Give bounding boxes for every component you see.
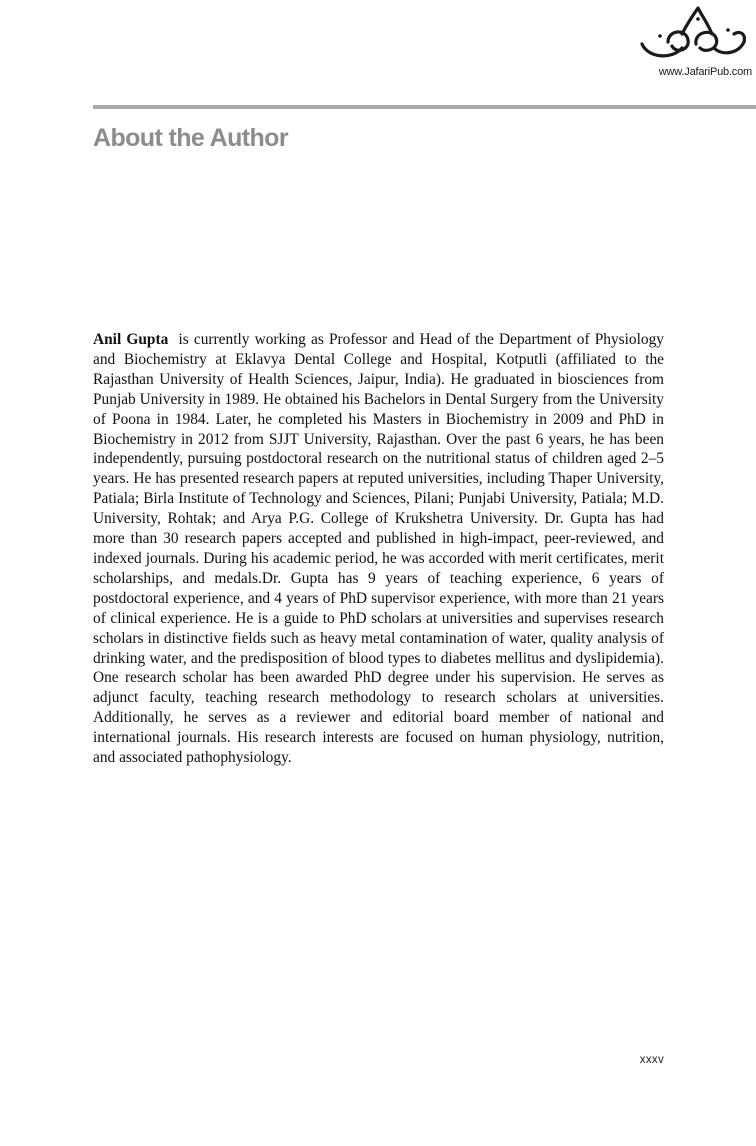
author-biography [93,330,664,768]
header-rule [93,105,756,109]
page-title: About the Author [93,124,288,152]
publisher-url: www.JafariPub.com [658,66,752,78]
page-number: xxxv [639,1054,664,1066]
biography-text: is currently working as Professor and Head of the Department of Physiology and Biochemistry at Eklavya Dental College and Hospital, Kotputli (affiliated to the Rajasthan University of Health Sciences, Jaipur, India). He graduated in biosciences from Punjab University in 1989. He obtained his Bachelors in Dental Surgery from the University of Poona in 1984. Later, he completed his Masters in Biochemistry in 2009 and PhD in Biochemistry in 2012 from SJJT University, Rajasthan. Over the past 6 years, he has been independently, pursuing postdoctoral research on the nutritional status of children aged 2–5 years. He has presented research papers at reputed universities, including Thaper University, Patiala; Birla Institute of Technology and Sciences, Pilani; Punjabi University, Patiala; M.D. University, Rohtak; and Arya P.G. College of Krukshetra University. Dr. Gupta has had more than 30 research papers accepted and published in high-impact, peer-reviewed, and indexed journals. During his academic period, he was accorded with merit certificates, merit scholarships, and medals.Dr. Gupta has 9 years of teaching experience, 6 years of postdoctoral experience, and 4 years of PhD supervisor experience, with more than 21 years of clinical experience. He is a guide to PhD scholars at universities and supervises research scholars in distinctive fields such as heavy metal contamination of water, quality analysis of drinking water, and the predisposition of blood types to diabetes mellitus and dyslipidemia). One research scholar has been awarded PhD degree under his supervision. He serves as adjunct faculty, teaching research methodology to research scholars at universities. Additionally, he serves as a reviewer and editorial board member of national and international journals. His research interests are focused on human physiology, nutrition, and associated pathophysiology. [93,331,664,767]
publisher-logo-icon [638,4,748,62]
publisher-watermark [630,4,752,82]
author-name: Anil Gupta [93,331,169,348]
